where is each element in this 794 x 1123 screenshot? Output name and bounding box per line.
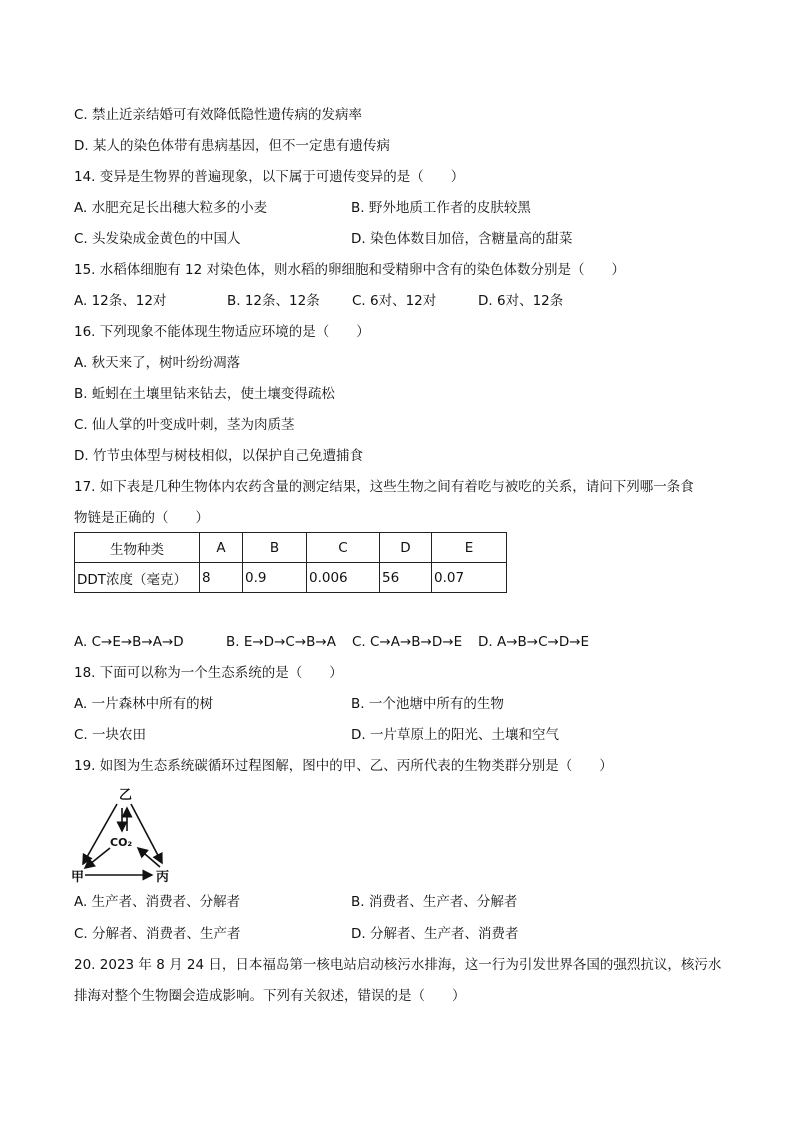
ddt-cell: 0.006 (307, 563, 380, 593)
q19-option-a: A. 生产者、消费者、分解者 (74, 894, 241, 910)
q19-options-row-1 (74, 893, 734, 911)
ddt-cell: 0.9 (243, 563, 307, 593)
q19-option-d: D. 分解者、生产者、消费者 (351, 926, 519, 942)
q17-stem-line-1: 17. 如下表是几种生物体内农药含量的测定结果，这些生物之间有着吃与被吃的关系，请问下列哪一条食 (74, 479, 694, 495)
q16-stem: 16. 下列现象不能体现生物适应环境的是（ ） (74, 324, 370, 340)
q18-options-row-2 (74, 726, 734, 744)
q20-stem-line-2: 排海对整个生物圈会造成影响。下列有关叙述，错误的是（ ） (74, 988, 466, 1004)
q19-stem: 19. 如图为生态系统碳循环过程图解，图中的甲、乙、丙所代表的生物类群分别是（ ） (74, 758, 613, 774)
q15-option-a: A. 12条、12对 (74, 293, 167, 309)
q17-option-c: C. C→A→B→D→E (352, 634, 463, 650)
q16-option-d: D. 竹节虫体型与树枝相似，以保护自己免遭捕食 (74, 448, 363, 464)
q17-option-a: A. C→E→B→A→D (74, 634, 184, 650)
ddt-header-cell: A (200, 533, 243, 563)
q17-option-b: B. E→D→C→B→A (226, 634, 336, 650)
q13-option-d: D. 某人的染色体带有患病基因，但不一定患有遗传病 (74, 138, 390, 154)
q13-option-c: C. 禁止近亲结婚可有效降低隐性遗传病的发病率 (74, 107, 363, 123)
q19-option-c: C. 分解者、消费者、生产者 (74, 926, 241, 942)
arrow-yi-to-bing (131, 804, 162, 863)
q20-stem-line-1: 20. 2023 年 8 月 24 日，日本福岛第一核电站启动核污水排海，这一行为引发世界各国的强烈抗议，核污水 (74, 957, 722, 973)
q15-option-c: C. 6对、12对 (352, 293, 437, 309)
q17-option-d: D. A→B→C→D→E (478, 634, 590, 650)
q15-option-d: D. 6对、12条 (478, 293, 564, 309)
carbon-cycle-diagram (70, 784, 180, 884)
ddt-cell: 0.07 (432, 563, 507, 593)
q18-option-c: C. 一块农田 (74, 727, 147, 743)
diagram-label-co2: CO₂ (110, 836, 133, 849)
q14-options-row-1 (74, 199, 734, 217)
q15-stem: 15. 水稻体细胞有 12 对染色体，则水稻的卵细胞和受精卵中含有的染色体数分别是（ ） (74, 262, 626, 278)
ddt-cell: DDT浓度（毫克） (75, 563, 200, 593)
q19-option-b: B. 消费者、生产者、分解者 (351, 894, 518, 910)
q14-option-d: D. 染色体数目加倍，含糖量高的甜菜 (351, 231, 573, 247)
ddt-header-cell: D (380, 533, 432, 563)
q17-stem-line-2: 物链是正确的（ ） (74, 510, 209, 526)
q18-option-b: B. 一个池塘中所有的生物 (351, 696, 504, 712)
q14-option-c: C. 头发染成金黄色的中国人 (74, 231, 241, 247)
q18-option-a: A. 一片森林中所有的树 (74, 696, 214, 712)
ddt-header-cell: C (307, 533, 380, 563)
q17-options-row (74, 633, 734, 651)
q14-option-b: B. 野外地质工作者的皮肤较黑 (351, 200, 531, 216)
ddt-table-header-row (75, 533, 507, 563)
ddt-header-cell: E (432, 533, 507, 563)
q14-option-a: A. 水肥充足长出穗大粒多的小麦 (74, 200, 268, 216)
diagram-label-yi: 乙 (119, 788, 133, 803)
ddt-header-cell: 生物种类 (75, 533, 200, 563)
diagram-label-bing: 丙 (156, 870, 170, 884)
q16-option-b: B. 蚯蚓在土壤里钻来钻去，使土壤变得疏松 (74, 386, 335, 402)
q19-options-row-2 (74, 925, 734, 943)
q18-option-d: D. 一片草原上的阳光、土壤和空气 (351, 727, 559, 743)
ddt-table (74, 532, 507, 593)
ddt-cell: 56 (380, 563, 432, 593)
q16-option-c: C. 仙人掌的叶变成叶刺，茎为肉质茎 (74, 417, 295, 433)
q18-options-row-1 (74, 695, 734, 713)
diagram-label-jia: 甲 (71, 870, 85, 884)
ddt-header-cell: B (243, 533, 307, 563)
q15-options-row (74, 292, 734, 310)
ddt-cell: 8 (200, 563, 243, 593)
q15-option-b: B. 12条、12条 (227, 293, 320, 309)
arrow-jia-co2 (85, 848, 110, 868)
q18-stem: 18. 下面可以称为一个生态系统的是（ ） (74, 665, 343, 681)
q16-option-a: A. 秋天来了，树叶纷纷凋落 (74, 355, 241, 371)
q14-options-row-2 (74, 230, 734, 248)
arrow-bing-to-co2 (138, 848, 160, 867)
ddt-table-row (75, 563, 507, 593)
q14-stem: 14. 变异是生物界的普遍现象，以下属于可遗传变异的是（ ） (74, 169, 465, 185)
